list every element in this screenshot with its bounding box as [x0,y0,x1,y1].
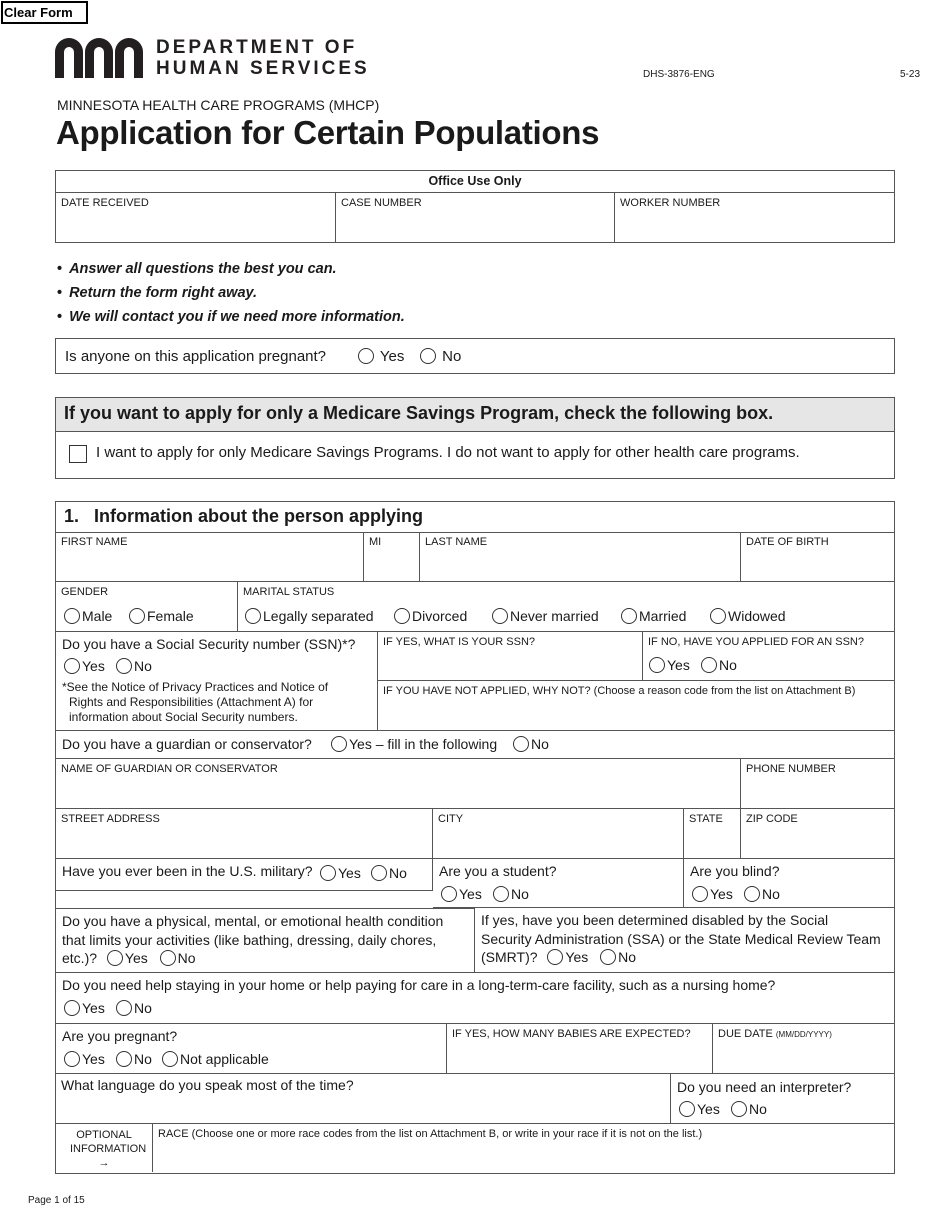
no-label: No [762,886,780,902]
no-label: No [531,736,549,752]
msp-only-checkbox[interactable] [69,445,87,463]
agency-name: DEPARTMENT OF HUMAN SERVICES [156,37,370,79]
gender-female-radio[interactable] [129,608,145,624]
male-label: Male [82,608,113,624]
pregnant-no-radio[interactable] [116,1051,132,1067]
ssn-yes-radio[interactable] [64,658,80,674]
guardian-yes-label: Yes – fill in the following [349,736,498,752]
guardian-question-row [56,731,894,759]
ssn-question-cell [56,632,378,731]
household-pregnant-no-radio[interactable] [420,348,436,364]
yes-label: Yes [338,865,361,881]
instruction-item: • We will contact you if we need more information. [57,305,405,329]
guardian-question: Do you have a guardian or conservator? [62,736,312,752]
disabled-question: If yes, have you been determined disabled by the Social Security Administration (SSA) or the State Medical Review Team (SMRT)? Yes No [481,912,881,965]
disabled-cell [475,908,894,973]
babies-expected-field[interactable]: IF YES, HOW MANY BABIES ARE EXPECTED? [447,1024,713,1074]
worker-number-field[interactable]: WORKER NUMBER [620,197,721,209]
ssn-note: *See the Notice of Privacy Practices and Notice of Rights and Responsibilities (Attachment A) for information about Social Security numbers. [62,680,329,724]
dhs-logo-icon [55,38,143,78]
student-yes-radio[interactable] [441,886,457,902]
no-label: No [719,657,737,673]
no-label: No [749,1101,767,1117]
interpreter-no-radio[interactable] [731,1101,747,1117]
ssn-applied-no-radio[interactable] [701,657,717,673]
ltc-question: Do you need help staying in your home or help paying for care in a long-term-care facility, such as a nursing home? [62,977,776,993]
student-no-radio[interactable] [493,886,509,902]
no-label: No [177,950,196,966]
instruction-item: • Return the form right away. [57,281,405,305]
blind-cell [684,859,894,908]
revision-date: 5-23 [900,69,921,80]
state-field[interactable]: STATE [684,809,741,859]
yes-label: Yes [82,1000,105,1016]
msp-box [55,431,895,479]
student-cell [433,859,684,908]
marital-option-label: Legally separated [263,608,374,624]
ssn-question: Do you have a Social Security number (SSN)*? [62,636,356,652]
msp-checkbox-label: I want to apply for only Medicare Savings Programs. I do not want to apply for other health care programs. [96,444,800,461]
street-address-field[interactable]: STREET ADDRESS [56,809,433,859]
yes-label: Yes [697,1101,720,1117]
marital-legally-separated-radio[interactable] [245,608,261,624]
clear-form-button[interactable]: Clear Form [1,1,88,24]
marital-option-label: Divorced [412,608,468,624]
language-question: What language do you speak most of the time? [61,1077,354,1093]
section-1-table [55,532,895,1174]
ssn-no-radio[interactable] [116,658,132,674]
office-use-heading: Office Use Only [56,171,894,193]
condition-question: Do you have a physical, mental, or emotional health condition that limits your activities (like bathing, dressing, daily chores, etc.)? Yes No [62,913,444,966]
marital-option-label: Widowed [728,608,786,624]
no-label: No [389,865,407,881]
military-yes-radio[interactable] [320,865,336,881]
condition-cell [56,908,475,973]
household-pregnant-question: Is anyone on this application pregnant? [65,348,327,365]
disabled-yes-radio[interactable] [547,949,563,965]
pregnant-na-radio[interactable] [162,1051,178,1067]
instruction-item: • Answer all questions the best you can. [57,257,405,281]
military-cell [56,859,433,891]
instructions-list [57,257,405,329]
program-subtitle: MINNESOTA HEALTH CARE PROGRAMS (MHCP) [57,97,380,113]
no-label: No [511,886,529,902]
no-label: No [134,1051,152,1067]
marital-status-field: MARITAL STATUS Legally separated Divorced Never married Married Widowed [238,582,894,632]
gender-male-radio[interactable] [64,608,80,624]
marital-option-label: Never married [510,608,599,624]
page-number: Page 1 of 15 [28,1195,85,1206]
disabled-no-radio[interactable] [600,949,616,965]
marital-married-radio[interactable] [621,608,637,624]
section-1-heading: 1. Information about the person applying [55,501,895,533]
blind-yes-radio[interactable] [692,886,708,902]
zip-code-field[interactable]: ZIP CODE [741,809,894,859]
msp-heading: If you want to apply for only a Medicare Savings Program, check the following box. [55,397,895,432]
last-name-field[interactable]: LAST NAME [420,532,741,582]
marital-never-married-radio[interactable] [492,608,508,624]
page-title: Application for Certain Populations [56,114,600,151]
ssn-applied-yes-radio[interactable] [649,657,665,673]
yes-label: Yes [82,1051,105,1067]
yes-label: Yes [82,658,105,674]
ssn-applied-cell: IF NO, HAVE YOU APPLIED FOR AN SSN? Yes No [643,632,894,681]
first-name-field[interactable]: FIRST NAME [56,532,364,582]
language-field[interactable] [56,1074,671,1124]
yes-label: Yes [565,949,589,965]
date-received-field[interactable]: DATE RECEIVED [56,193,336,242]
pregnant-question: Are you pregnant? [62,1028,178,1044]
mi-field[interactable]: MI [364,532,420,582]
interpreter-question: Do you need an interpreter? [677,1079,852,1095]
optional-info-cell [56,1124,153,1172]
due-date-field[interactable]: DUE DATE (MM/DD/YYYY) [713,1024,894,1074]
no-label: No [442,348,462,365]
no-label: No [134,1000,152,1016]
not-applicable-label: Not applicable [180,1051,269,1067]
yes-label: Yes [710,886,733,902]
interpreter-cell [671,1074,894,1124]
household-pregnant-box [55,338,895,374]
guardian-no-radio[interactable] [513,736,529,752]
ltc-no-radio[interactable] [116,1000,132,1016]
pregnant-cell [56,1024,447,1074]
office-use-box [55,170,895,243]
gender-field: GENDER Male Female [56,582,238,632]
yes-label: Yes [124,950,148,966]
marital-option-label: Married [639,608,687,624]
female-label: Female [147,608,194,624]
date-of-birth-field[interactable]: DATE OF BIRTH [741,532,894,582]
city-field[interactable]: CITY [433,809,684,859]
ssn-number-field[interactable]: IF YES, WHAT IS YOUR SSN? [378,632,643,681]
race-field[interactable]: RACE (Choose one or more race codes from the list on Attachment B, or write in your race if it is not on the list.) [158,1128,703,1140]
guardian-name-field[interactable]: NAME OF GUARDIAN OR CONSERVATOR [56,759,741,809]
interpreter-yes-radio[interactable] [679,1101,695,1117]
ssn-not-applied-field[interactable]: IF YOU HAVE NOT APPLIED, WHY NOT? (Choose a reason code from the list on Attachment B) [378,681,894,731]
yes-label: Yes [379,348,405,365]
blind-question: Are you blind? [690,863,780,879]
military-question: Have you ever been in the U.S. military? [62,863,313,879]
guardian-yes-radio[interactable] [331,736,347,752]
marital-divorced-radio[interactable] [394,608,410,624]
ltc-yes-radio[interactable] [64,1000,80,1016]
arrow-right-icon: → [98,1157,110,1169]
no-label: No [618,949,637,965]
ltc-cell [56,973,894,1024]
form-id: DHS-3876-ENG [643,69,715,80]
pregnant-yes-radio[interactable] [64,1051,80,1067]
condition-no-radio[interactable] [160,950,176,966]
yes-label: Yes [459,886,482,902]
optional-info-label: OPTIONAL INFORMATION [70,1129,147,1155]
marital-widowed-radio[interactable] [710,608,726,624]
blind-no-radio[interactable] [744,886,760,902]
guardian-phone-field[interactable]: PHONE NUMBER [741,759,894,809]
student-question: Are you a student? [439,863,557,879]
military-no-radio[interactable] [371,865,387,881]
household-pregnant-yes-radio[interactable] [358,348,374,364]
yes-label: Yes [667,657,690,673]
condition-yes-radio[interactable] [107,950,123,966]
no-label: No [134,658,152,674]
case-number-field[interactable]: CASE NUMBER [336,193,615,242]
